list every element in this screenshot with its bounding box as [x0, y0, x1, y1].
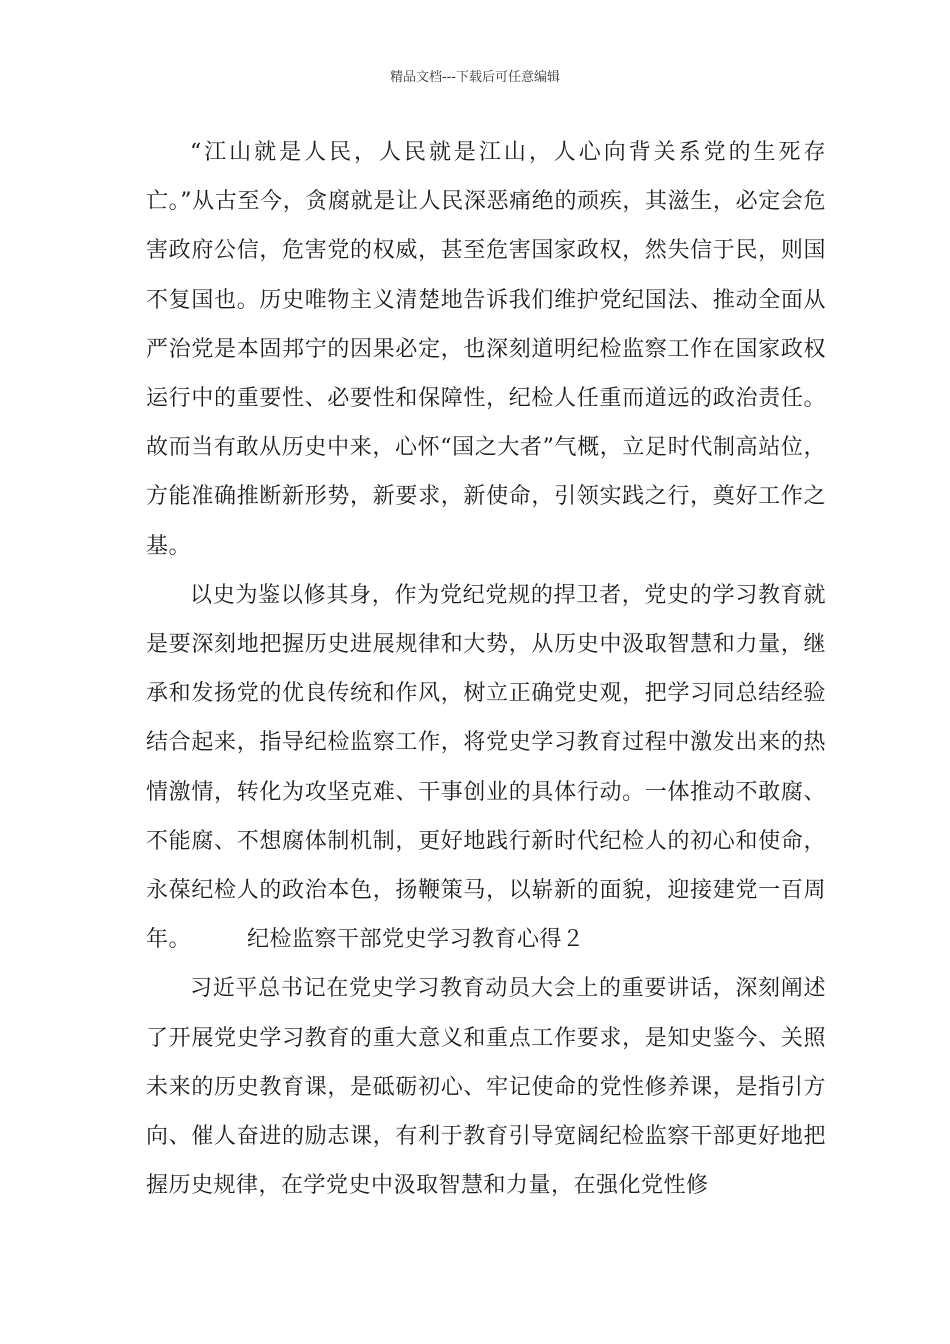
document-body	[146, 128, 826, 1210]
paragraph-3: 习近平总书记在党史学习教育动员大会上的重要讲话，深刻阐述了开展党史学习教育的重大意义和重点工作要求，是知史鉴今、关照未来的历史教育课，是砥砺初心、牢记使命的党性修养课，是指引方向、催人奋进的励志课，有利于教育引导宽阔纪检监察干部更好地把握历史规律，在学党史中汲取智慧和力量，在强化党性修	[146, 976, 826, 1199]
paragraph-2	[146, 571, 826, 965]
section-title: 纪检监察干部党史学习教育心得２	[247, 927, 585, 953]
page-header: 精品文档---下载后可任意编辑	[389, 70, 561, 85]
paragraph-2-text: 以史为鉴以修其身，作为党纪党规的捍卫者，党史的学习教育就是要深刻地把握历史进展规律和大势，从历史中汲取智慧和力量，继承和发扬党的优良传统和作风，树立正确党史观，把学习同总结经验结合起来，指导纪检监察工作，将党史学习教育过程中激发出来的热情激情，转化为攻坚克难、干事创业的具体行动。一体推动不敢腐、不能腐、不想腐体制机制，更好地践行新时代纪检人的初心和使命，永葆纪检人的政治本色，扬鞭策马，以崭新的面貌，迎接建党一百周年。	[146, 582, 826, 953]
paragraph-1: “江山就是人民，人民就是江山，人心向背关系党的生死存亡。”从古至今，贪腐就是让人民深恶痛绝的顽疾，其滋生，必定会危害政府公信，危害党的权威，甚至危害国家政权，然失信于民，则国不复国也。历史唯物主义清楚地告诉我们维护党纪国法、推动全面从严治党是本固邦宁的因果必定，也深刻道明纪检监察工作在国家政权运行中的重要性、必要性和保障性，纪检人任重而道远的政治责任。故而当有敢从历史中来，心怀“国之大者”气概，立足时代制高站位，方能准确推断新形势，新要求，新使命，引领实践之行，奠好工作之基。	[146, 140, 826, 559]
